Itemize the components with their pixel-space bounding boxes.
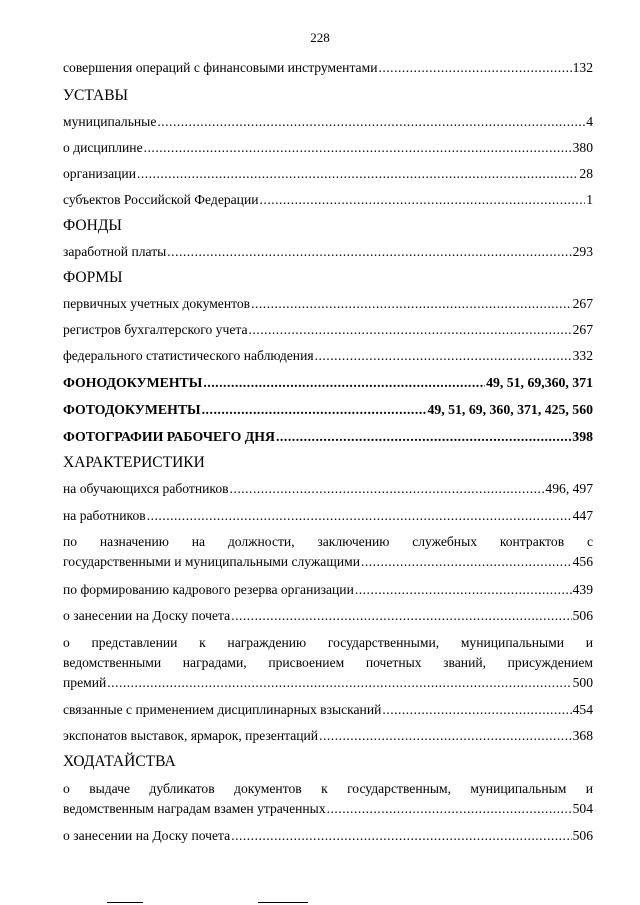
entry-page-numbers: 506 <box>572 608 593 623</box>
index-entry <box>63 138 593 158</box>
entry-text: организации <box>63 166 136 181</box>
entry-last-line <box>63 799 593 819</box>
index-entry <box>63 506 593 526</box>
dot-leader <box>315 346 572 366</box>
entry-text: муниципальные <box>63 114 157 129</box>
entry-page-numbers: 28 <box>579 166 593 181</box>
dot-leader <box>202 400 427 420</box>
entry-page-numbers: 267 <box>572 322 593 337</box>
index-heading: ФОНДЫ <box>63 217 122 234</box>
entry-text: связанные с применением дисциплинарных взысканий <box>63 702 382 717</box>
entry-page-numbers: 267 <box>572 296 593 311</box>
index-entry <box>63 346 593 366</box>
index-entry-multiline <box>63 779 593 819</box>
dot-leader <box>144 138 572 158</box>
index-entry <box>63 700 593 720</box>
dot-leader <box>231 606 571 626</box>
index-heading: УСТАВЫ <box>63 87 129 104</box>
entry-text: регистров бухгалтерского учета <box>63 322 248 337</box>
entry-page-numbers: 4 <box>586 114 593 129</box>
dot-leader <box>355 580 572 600</box>
index-entry <box>63 826 593 846</box>
entry-text: федерального статистического наблюдения <box>63 348 314 363</box>
entry-page-numbers: 49, 51, 69,360, 371 <box>486 375 593 390</box>
entry-text: совершения операций с финансовыми инструментами <box>63 60 378 75</box>
index-heading-entry <box>63 427 593 447</box>
entry-text: о дисциплине <box>63 140 143 155</box>
entry-page-numbers: 132 <box>572 60 593 75</box>
footer-rule <box>258 902 308 903</box>
entry-page-numbers: 447 <box>572 508 593 523</box>
entry-last-line <box>63 673 593 693</box>
entry-text: ФОТОДОКУМЕНТЫ <box>63 402 201 417</box>
entry-text-line: о выдаче дубликатов документов к государственным, муниципальным и <box>63 781 593 796</box>
entry-text-line: по назначению на должности, заключению служебных контрактов с <box>63 534 593 549</box>
entry-text: на работников <box>63 508 146 523</box>
entry-page-numbers: 439 <box>572 582 593 597</box>
entry-page-numbers: 496, 497 <box>545 481 593 496</box>
entry-text: государственными и муниципальными служащими <box>63 554 360 569</box>
entry-page-numbers: 504 <box>572 801 593 816</box>
entry-text: заработной платы <box>63 244 167 259</box>
entry-text-line: о представлении к награждению государственными, муниципальными и <box>63 635 593 650</box>
dot-leader <box>382 700 571 720</box>
dot-leader <box>249 320 572 340</box>
index-entry <box>63 479 593 499</box>
entry-text: экспонатов выставок, ярмарок, презентаций <box>63 728 319 743</box>
index-entry <box>63 112 593 132</box>
dot-leader <box>137 164 578 184</box>
entry-text: ведомственным наградам взамен утраченных <box>63 801 326 816</box>
entry-text: ФОТОГРАФИИ РАБОЧЕГО ДНЯ <box>63 429 275 444</box>
entry-text: субъектов Российской Федерации <box>63 192 259 207</box>
dot-leader <box>276 427 571 447</box>
footer-rule <box>107 902 143 903</box>
index-heading-entry <box>63 373 593 393</box>
entry-page-numbers: 456 <box>572 554 593 569</box>
entry-page-numbers: 293 <box>572 244 593 259</box>
entry-text: по формированию кадрового резерва организации <box>63 582 354 597</box>
page-number: 228 <box>310 30 330 45</box>
entry-text: ФОНОДОКУМЕНТЫ <box>63 375 203 390</box>
dot-leader <box>167 242 571 262</box>
entry-page-numbers: 506 <box>572 828 593 843</box>
dot-leader <box>260 190 586 210</box>
entry-last-line <box>63 552 593 572</box>
dot-leader <box>319 726 572 746</box>
entry-page-numbers: 368 <box>572 728 593 743</box>
index-entry <box>63 58 593 78</box>
entry-page-numbers: 500 <box>572 675 593 690</box>
entry-text: о занесении на Доску почета <box>63 608 231 623</box>
index-entry <box>63 190 593 210</box>
index-heading: ХОДАТАЙСТВА <box>63 753 176 770</box>
index-entry <box>63 242 593 262</box>
dot-leader <box>203 373 485 393</box>
index-entry <box>63 726 593 746</box>
dot-leader <box>327 799 572 819</box>
index-entry <box>63 580 593 600</box>
entry-page-numbers: 380 <box>572 140 593 155</box>
index-entry-multiline <box>63 532 593 572</box>
entry-text: премий <box>63 675 107 690</box>
entry-page-numbers: 454 <box>572 702 593 717</box>
index-entry <box>63 606 593 626</box>
index-heading-entry <box>63 400 593 420</box>
index-entry <box>63 164 593 184</box>
dot-leader <box>107 673 571 693</box>
dot-leader <box>230 479 545 499</box>
index-heading: ХАРАКТЕРИСТИКИ <box>63 454 205 471</box>
entry-page-numbers: 49, 51, 69, 360, 371, 425, 560 <box>427 402 593 417</box>
dot-leader <box>378 58 571 78</box>
entry-text: на обучающихся работников <box>63 481 229 496</box>
entry-text: первичных учетных документов <box>63 296 251 311</box>
index-entry <box>63 294 593 314</box>
index-entry <box>63 320 593 340</box>
dot-leader <box>231 826 571 846</box>
entry-page-numbers: 1 <box>586 192 593 207</box>
entry-page-numbers: 332 <box>572 348 593 363</box>
dot-leader <box>251 294 572 314</box>
dot-leader <box>157 112 585 132</box>
index-heading: ФОРМЫ <box>63 269 123 286</box>
entry-page-numbers: 398 <box>572 429 593 444</box>
dot-leader <box>147 506 572 526</box>
entry-text: о занесении на Доску почета <box>63 828 231 843</box>
entry-text-line: ведомственными наградами, присвоением почетных званий, присуждением <box>63 655 593 670</box>
dot-leader <box>361 552 572 572</box>
index-entry-multiline <box>63 633 593 693</box>
